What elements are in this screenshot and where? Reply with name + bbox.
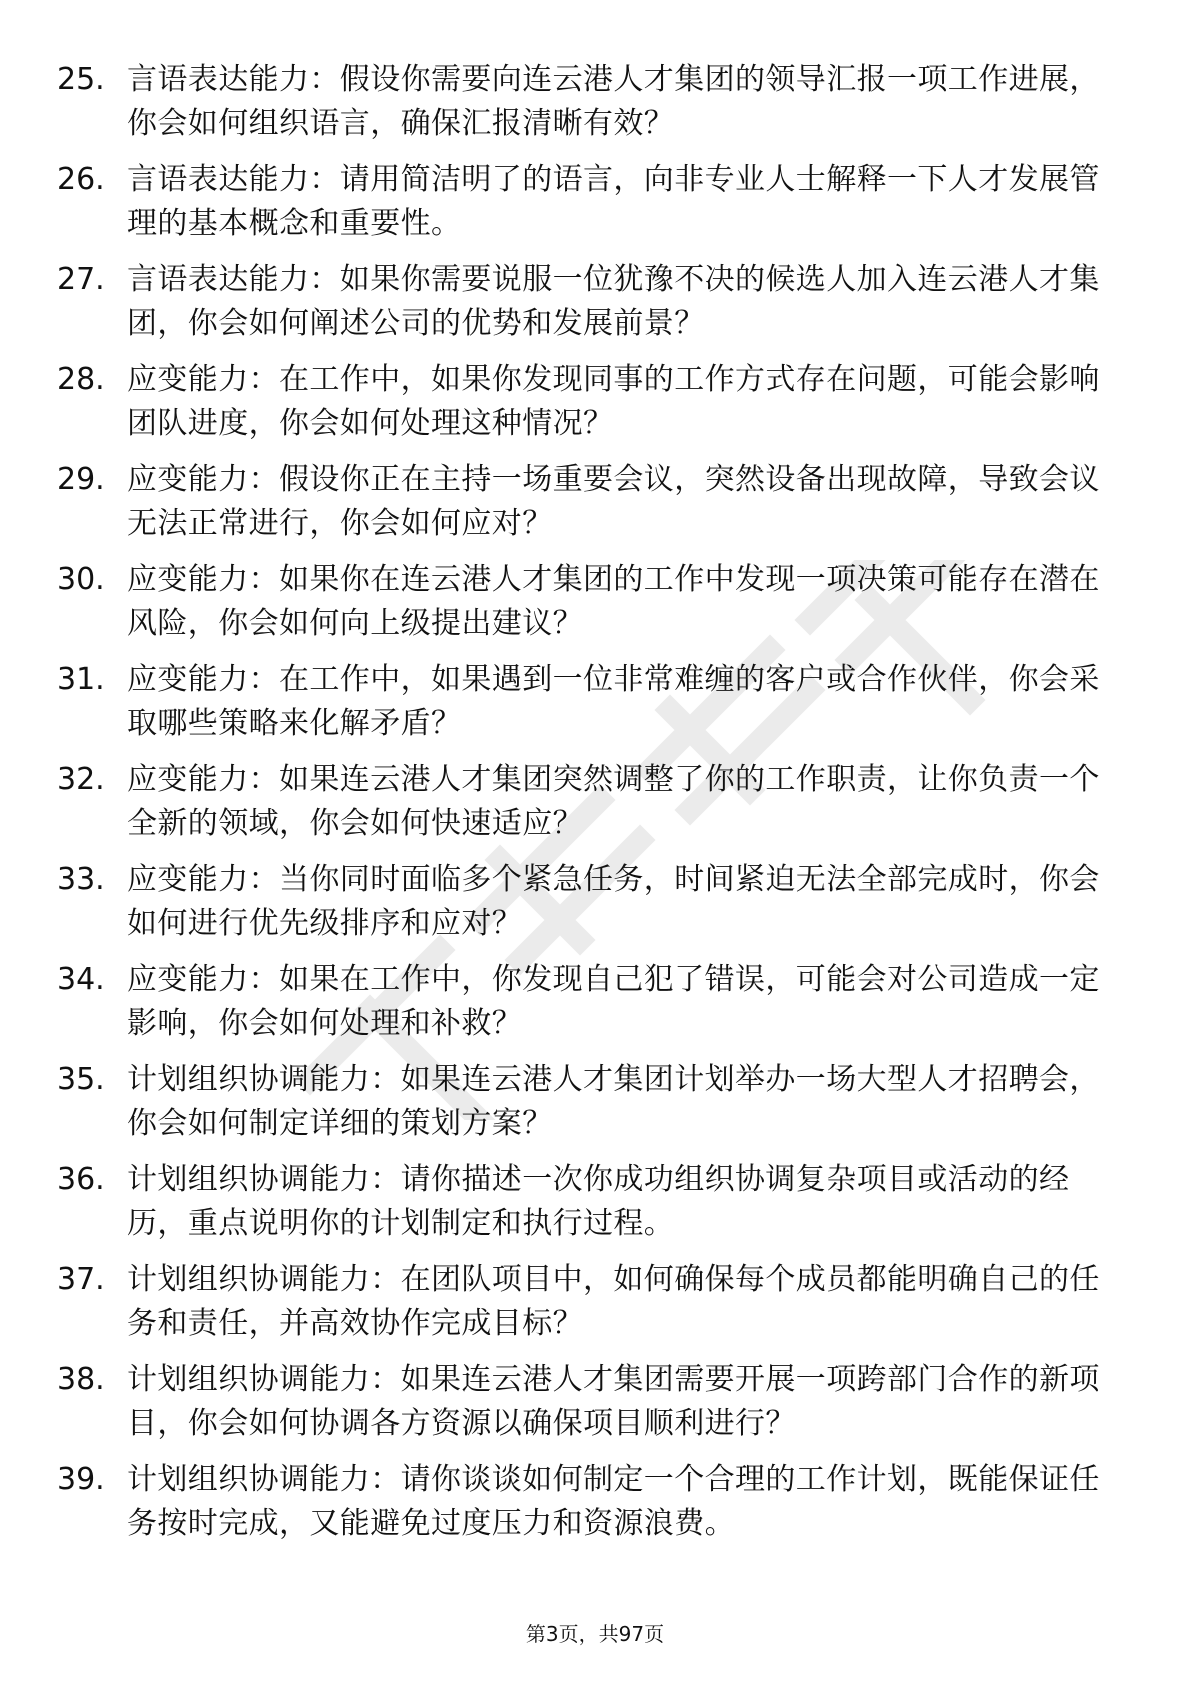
question-list (0, 58, 1190, 1558)
question-item (0, 658, 1190, 758)
question-text: 应变能力：如果你在连云港人才集团的工作中发现一项决策可能存在潜在风险，你会如何向上级提出建议？ (127, 562, 1100, 641)
question-number: 39. (57, 1462, 105, 1497)
question-number: 33. (57, 862, 105, 897)
question-item (0, 258, 1190, 358)
question-number: 32. (57, 762, 105, 797)
question-number: 31. (57, 662, 105, 697)
question-number: 25. (57, 62, 105, 97)
question-item (0, 1058, 1190, 1158)
question-text: 计划组织协调能力：如果连云港人才集团需要开展一项跨部门合作的新项目，你会如何协调各方资源以确保项目顺利进行？ (127, 1362, 1100, 1441)
question-item (0, 958, 1190, 1058)
question-text: 应变能力：假设你正在主持一场重要会议，突然设备出现故障，导致会议无法正常进行，你会如何应对？ (127, 462, 1100, 541)
question-number: 37. (57, 1262, 105, 1297)
question-text: 应变能力：如果在工作中，你发现自己犯了错误，可能会对公司造成一定影响，你会如何处理和补救？ (127, 962, 1100, 1041)
question-number: 30. (57, 562, 105, 597)
question-item (0, 1158, 1190, 1258)
question-item (0, 158, 1190, 258)
question-text: 言语表达能力：假设你需要向连云港人才集团的领导汇报一项工作进展，你会如何组织语言，确保汇报清晰有效？ (127, 62, 1100, 141)
question-text: 应变能力：在工作中，如果遇到一位非常难缠的客户或合作伙伴，你会采取哪些策略来化解矛盾？ (127, 662, 1100, 741)
question-text: 应变能力：当你同时面临多个紧急任务，时间紧迫无法全部完成时，你会如何进行优先级排序和应对？ (127, 862, 1100, 941)
question-number: 28. (57, 362, 105, 397)
question-text: 计划组织协调能力：在团队项目中，如何确保每个成员都能明确自己的任务和责任，并高效协作完成目标？ (127, 1262, 1100, 1341)
page-number: 第3页，共97页 (525, 1622, 665, 1646)
question-item (0, 758, 1190, 858)
question-item (0, 358, 1190, 458)
question-item (0, 1358, 1190, 1458)
question-text: 计划组织协调能力：如果连云港人才集团计划举办一场大型人才招聘会，你会如何制定详细的策划方案？ (127, 1062, 1100, 1141)
question-text: 应变能力：在工作中，如果你发现同事的工作方式存在问题，可能会影响团队进度，你会如何处理这种情况？ (127, 362, 1100, 441)
question-item (0, 458, 1190, 558)
question-number: 26. (57, 162, 105, 197)
question-item (0, 858, 1190, 958)
question-text: 计划组织协调能力：请你谈谈如何制定一个合理的工作计划，既能保证任务按时完成，又能避免过度压力和资源浪费。 (127, 1462, 1100, 1541)
question-item (0, 58, 1190, 158)
question-number: 34. (57, 962, 105, 997)
question-number: 27. (57, 262, 105, 297)
question-number: 35. (57, 1062, 105, 1097)
question-text: 应变能力：如果连云港人才集团突然调整了你的工作职责，让你负责一个全新的领域，你会如何快速适应？ (127, 762, 1100, 841)
question-text: 言语表达能力：请用简洁明了的语言，向非专业人士解释一下人才发展管理的基本概念和重要性。 (127, 162, 1100, 241)
question-item (0, 558, 1190, 658)
question-number: 36. (57, 1162, 105, 1197)
question-item (0, 1258, 1190, 1358)
question-text: 计划组织协调能力：请你描述一次你成功组织协调复杂项目或活动的经历，重点说明你的计划制定和执行过程。 (127, 1162, 1070, 1241)
question-item (0, 1458, 1190, 1558)
question-text: 言语表达能力：如果你需要说服一位犹豫不决的候选人加入连云港人才集团，你会如何阐述公司的优势和发展前景？ (127, 262, 1100, 341)
question-number: 29. (57, 462, 105, 497)
question-number: 38. (57, 1362, 105, 1397)
